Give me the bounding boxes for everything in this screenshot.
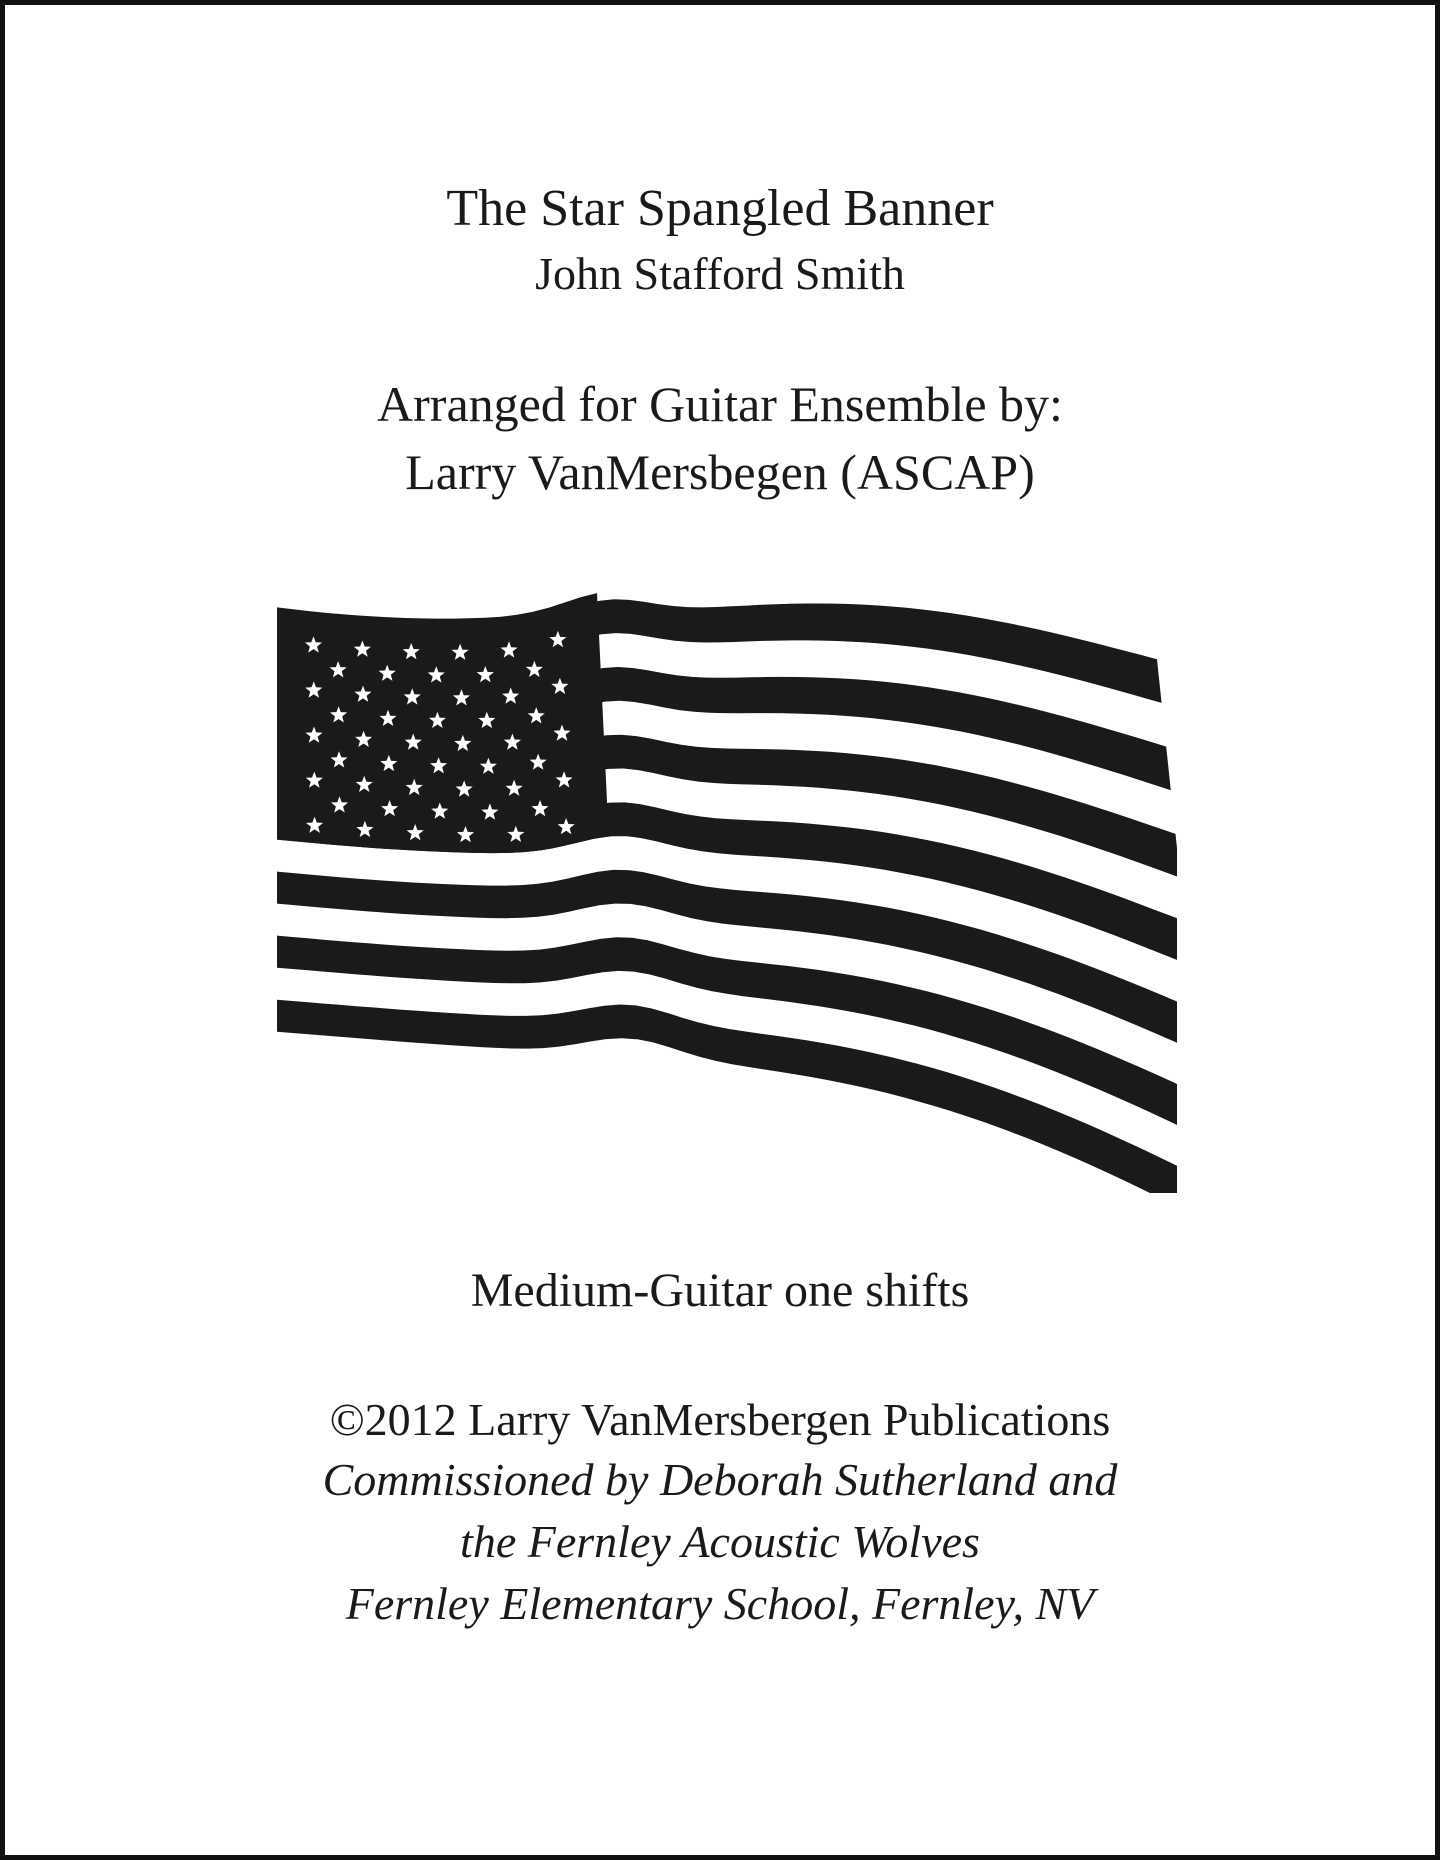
arranged-by-label: Arranged for Guitar Ensemble by:: [377, 376, 1063, 432]
composer: John Stafford Smith: [535, 248, 905, 299]
commission-line-1: Commissioned by Deborah Sutherland and: [322, 1454, 1118, 1505]
commission-line-2: the Fernley Acoustic Wolves: [460, 1516, 980, 1567]
waving-american-flag-icon: [277, 573, 1177, 1193]
copyright-notice: ©2012 Larry VanMersbergen Publications: [329, 1394, 1111, 1445]
difficulty-level: Medium-Guitar one shifts: [470, 1264, 970, 1317]
arranger-name: Larry VanMersbegen (ASCAP): [405, 444, 1035, 500]
title: The Star Spangled Banner: [446, 180, 994, 237]
commission-line-3: Fernley Elementary School, Fernley, NV: [345, 1578, 1095, 1629]
